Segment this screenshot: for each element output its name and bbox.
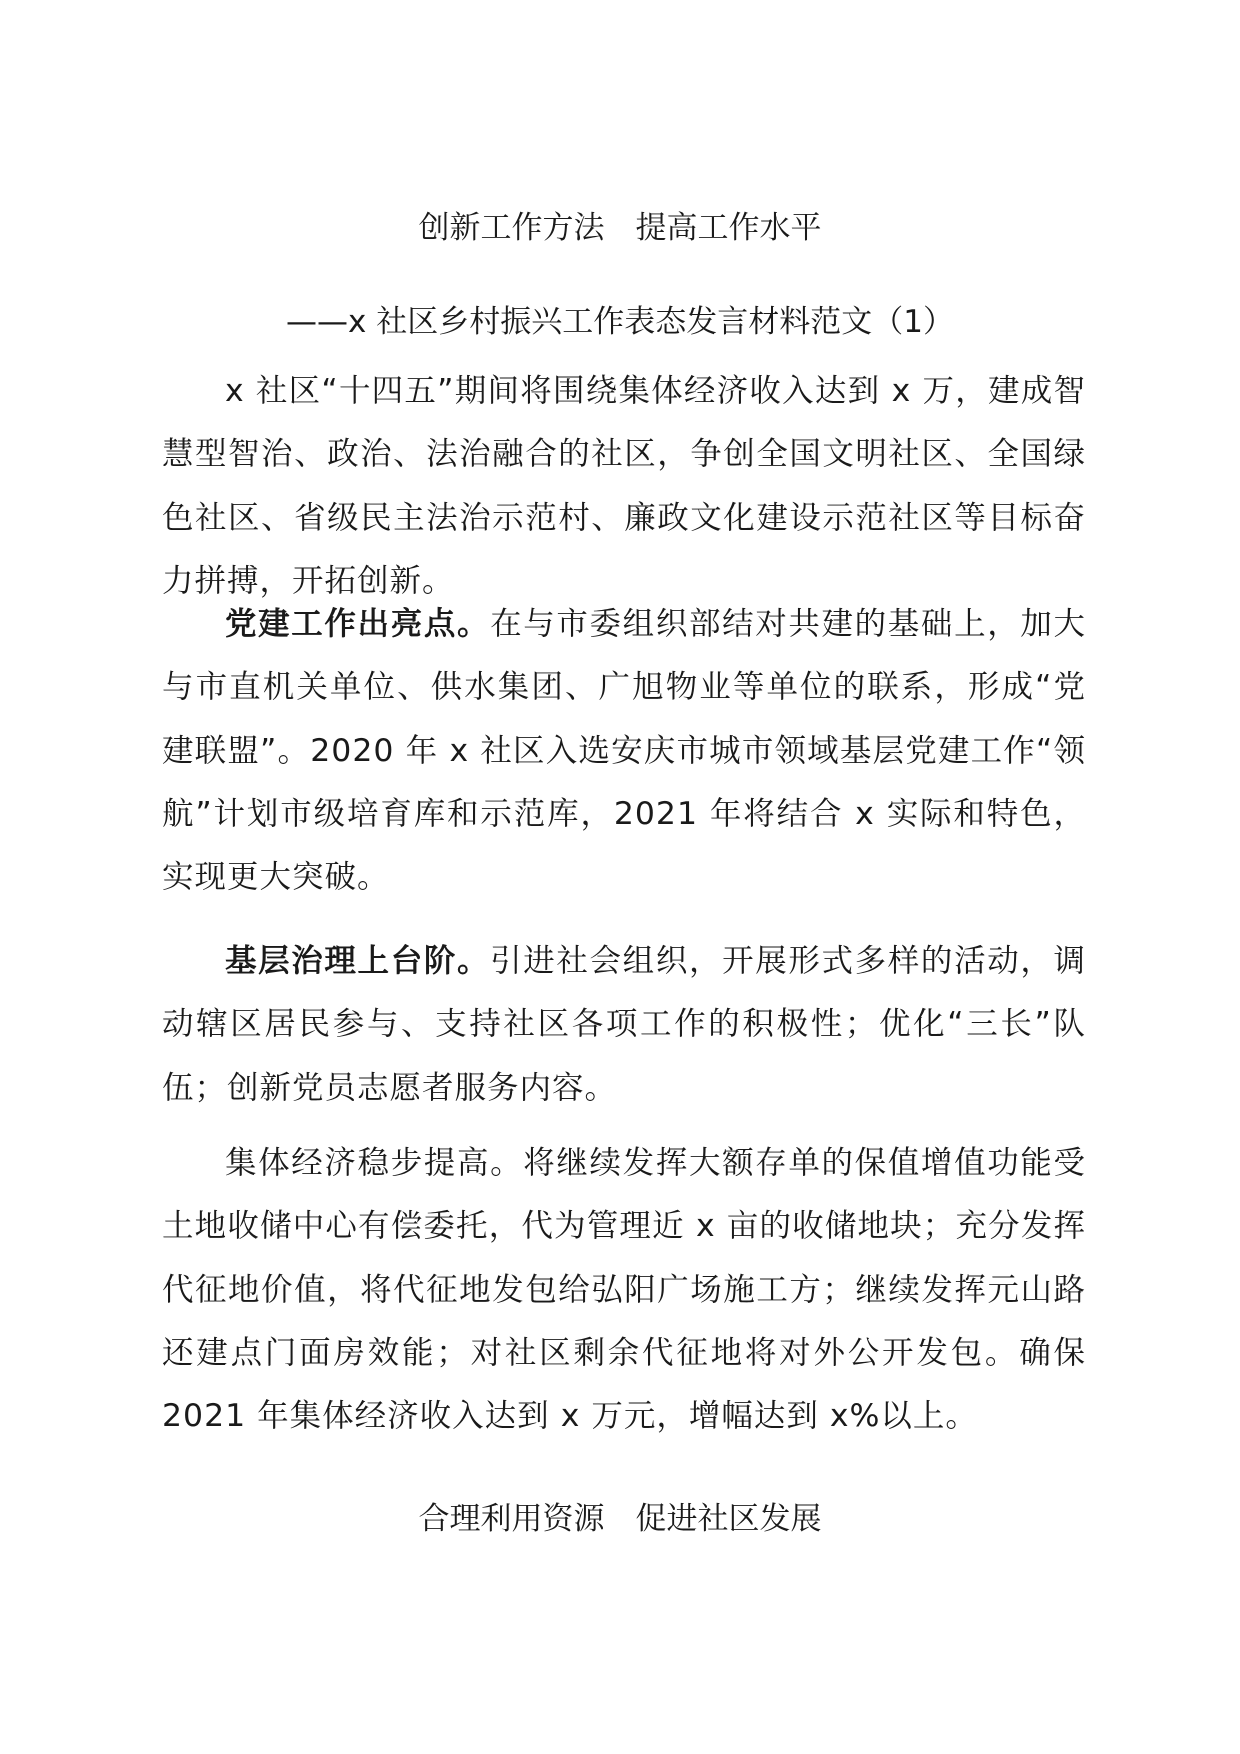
paragraph-collective-economy: [162, 1132, 1086, 1448]
paragraph-text: 集体经济稳步提高。将继续发挥大额存单的保值增值功能受土地收储中心有偿委托，代为管理近 x 亩的收储地块；充分发挥代征地价值，将代征地发包给弘阳广场施工方；继续发挥元山路还建点门面房效能；对社区剩余代征地将对外公开发包。确保 2021 年集体经济收入达到 x 万元，增幅达到 x%以上。: [162, 1145, 1086, 1435]
paragraph-text: x 社区“十四五”期间将围绕集体经济收入达到 x 万，建成智慧型智治、政治、法治融合的社区，争创全国文明社区、全国绿色社区、省级民主法治示范村、廉政文化建设示范社区等目标奋力拼搏，开拓创新。: [162, 373, 1086, 599]
paragraph-lead: 基层治理上台阶。: [225, 943, 491, 979]
paragraph-intro: [162, 360, 1086, 613]
paragraph-lead: 党建工作出亮点。: [225, 606, 491, 642]
paragraph-grassroots-governance: [162, 930, 1086, 1120]
paragraph-text: 在与市委组织部结对共建的基础上，加大与市直机关单位、供水集团、广旭物业等单位的联系，形成“党建联盟”。2020 年 x 社区入选安庆市城市领域基层党建工作“领航”计划市级培育库和示范库，2021 年将结合 x 实际和特色，实现更大突破。: [162, 606, 1086, 896]
next-section-title: 合理利用资源 促进社区发展: [418, 1501, 822, 1537]
paragraph-party-building: [162, 593, 1086, 909]
document-title: 创新工作方法 提高工作水平: [418, 210, 822, 246]
paragraph-text: 引进社会组织，开展形式多样的活动，调动辖区居民参与、支持社区各项工作的积极性；优化“三长”队伍；创新党员志愿者服务内容。: [162, 943, 1086, 1106]
document-subtitle: ——x 社区乡村振兴工作表态发言材料范文（1）: [286, 304, 954, 340]
